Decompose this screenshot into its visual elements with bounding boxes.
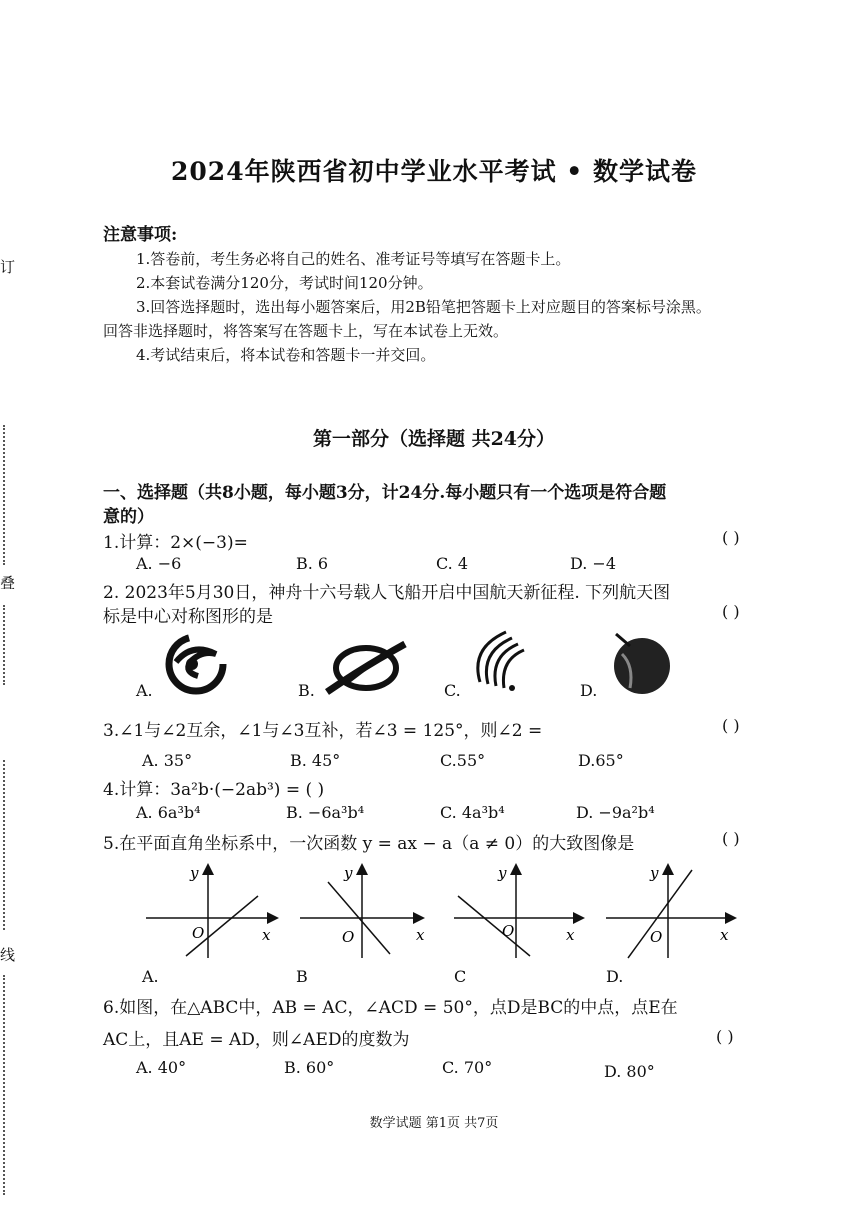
binding-dotted-line	[3, 605, 5, 685]
q5-option-c: C	[454, 967, 467, 986]
binding-dotted-line	[3, 760, 5, 930]
origin-label: O	[502, 922, 515, 940]
answer-paren: ( )	[722, 528, 740, 547]
q5-option-b: B	[296, 967, 308, 986]
q2-option-c: C.	[444, 681, 461, 700]
swirl-logo-icon	[162, 632, 230, 696]
notice-item: 4.考试结束后，将本试卷和答题卡一并交回。	[136, 346, 436, 364]
q6-option-c: C. 70°	[442, 1058, 493, 1077]
question-4-stem: 4.计算：3a²b·(−2ab³) = ( )	[103, 780, 325, 800]
q6-option-b: B. 60°	[284, 1058, 335, 1077]
question-5-stem: 5.在平面直角坐标系中，一次函数 y = ax − a（a ≠ 0）的大致图像是	[103, 834, 635, 854]
q1-option-b: B. 6	[296, 554, 329, 573]
origin-label: O	[342, 928, 355, 946]
q3-option-b: B. 45°	[290, 751, 341, 770]
y-axis-label: y	[344, 864, 353, 882]
q1-option-d: D. −4	[570, 554, 617, 573]
page-footer: 数学试题 第1页 共7页	[369, 1116, 499, 1131]
binding-mark-xian: 线	[0, 946, 16, 964]
q4-option-b: B. −6a³b⁴	[286, 803, 365, 822]
question-1-stem: 1.计算：2×(−3)=	[103, 533, 248, 553]
graph-a	[146, 860, 286, 960]
binding-dotted-line	[3, 975, 5, 1195]
question-6-stem-cont: AC上，且AE = AD，则∠AED的度数为	[103, 1030, 410, 1050]
q4-option-a: A. 6a³b⁴	[136, 803, 201, 822]
notice-item: 2.本套试卷满分120分，考试时间120分钟。	[136, 274, 433, 292]
x-axis-label: x	[720, 926, 729, 944]
notice-item: 1.答卷前，考生务必将自己的姓名、准考证号等填写在答题卡上。	[136, 250, 571, 268]
answer-paren: ( )	[722, 829, 740, 848]
q6-option-a: A. 40°	[136, 1058, 187, 1077]
q1-option-a: A. −6	[136, 554, 182, 573]
section-heading: 一、选择题（共8小题，每小题3分，计24分.每小题只有一个选项是符合题	[103, 483, 667, 503]
section-heading-cont: 意的）	[103, 507, 154, 527]
binding-mark-ding: 订	[0, 258, 16, 276]
q5-option-d: D.	[606, 967, 624, 986]
exam-title: 2024年陕西省初中学业水平考试 • 数学试卷	[171, 157, 697, 186]
origin-label: O	[650, 928, 663, 946]
notice-item: 回答非选择题时，将答案写在答题卡上，写在本试卷上无效。	[103, 322, 509, 340]
origin-label: O	[192, 924, 205, 942]
q4-option-c: C. 4a³b⁴	[440, 803, 505, 822]
q2-option-a: A.	[136, 681, 153, 700]
q3-option-c: C.55°	[440, 751, 486, 770]
q2-option-d: D.	[580, 681, 598, 700]
x-axis-label: x	[566, 926, 575, 944]
q1-option-c: C. 4	[436, 554, 469, 573]
q2-option-b: B.	[298, 681, 315, 700]
planet-sphere-icon	[610, 632, 674, 696]
q5-option-a: A.	[142, 967, 159, 986]
y-axis-label: y	[190, 864, 199, 882]
x-axis-label: x	[262, 926, 271, 944]
orbit-ring-icon	[325, 640, 407, 696]
binding-mark-die: 叠	[0, 574, 16, 592]
y-axis-label: y	[498, 864, 507, 882]
part-heading: 第一部分（选择题 共24分）	[312, 428, 556, 450]
answer-paren: ( )	[722, 716, 740, 735]
x-axis-label: x	[416, 926, 425, 944]
q6-option-d: D. 80°	[604, 1062, 655, 1081]
answer-paren: ( )	[716, 1027, 734, 1046]
question-3-stem: 3.∠1与∠2互余，∠1与∠3互补，若∠3 = 125°，则∠2 =	[103, 721, 543, 741]
question-2-stem-cont: 标是中心对称图形的是	[103, 607, 273, 627]
question-6-stem: 6.如图，在△ABC中，AB = AC，∠ACD = 50°，点D是BC的中点，点E在	[103, 998, 678, 1018]
question-2-stem: 2. 2023年5月30日，神舟十六号载人飞船开启中国航天新征程. 下列航天图	[103, 583, 671, 603]
graph-b	[300, 860, 440, 960]
q4-option-d: D. −9a²b⁴	[576, 803, 655, 822]
notice-item: 3.回答选择题时，选出每小题答案后，用2B铅笔把答题卡上对应题目的答案标号涂黑。	[136, 298, 711, 316]
arc-trails-icon	[466, 628, 528, 692]
q3-option-d: D.65°	[578, 751, 624, 770]
notice-heading: 注意事项:	[103, 225, 178, 245]
q3-option-a: A. 35°	[142, 751, 193, 770]
graph-c	[454, 860, 594, 960]
graph-d	[606, 860, 746, 960]
y-axis-label: y	[650, 864, 659, 882]
answer-paren: ( )	[722, 602, 740, 621]
